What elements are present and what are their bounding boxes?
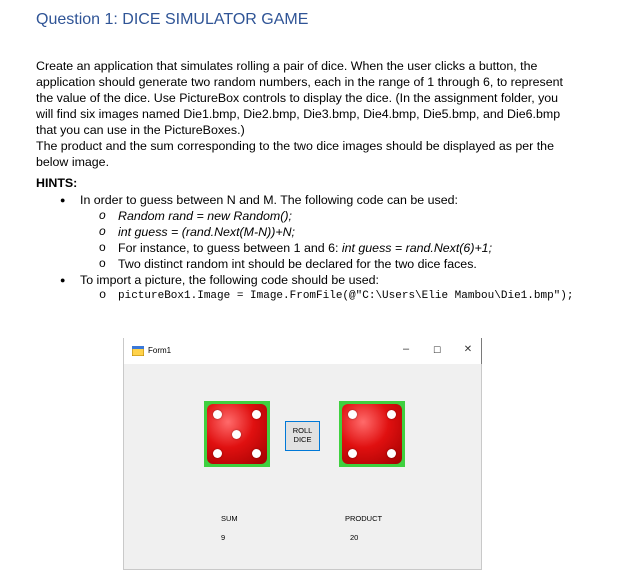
product-label: PRODUCT xyxy=(345,514,383,523)
paragraph-line: application should generate two random numbers, each in the range of 1 through 6, to represent xyxy=(36,75,563,89)
hint-item: ● To import a picture, the following code should be used: xyxy=(36,272,596,288)
hints-list xyxy=(36,192,596,304)
die-pip xyxy=(387,410,396,419)
maximize-button[interactable]: ☐ xyxy=(432,345,442,355)
paragraph-line: below image. xyxy=(36,155,110,169)
minimize-button[interactable]: – xyxy=(402,343,410,355)
hints-heading: HINTS: xyxy=(36,176,78,190)
description-paragraph xyxy=(36,58,582,170)
paragraph-line: the value of the dice. Use PictureBox controls to display the dice. (In the assignment folder, you xyxy=(36,91,559,105)
die-pip xyxy=(232,430,241,439)
die-pip xyxy=(252,449,261,458)
roll-dice-button[interactable]: ROLL DICE xyxy=(285,421,320,451)
hint-subitem xyxy=(36,240,596,256)
die-face xyxy=(342,404,402,464)
hint-code: int guess = rand.Next(6)+1; xyxy=(341,241,493,255)
hint-item: ● In order to guess between N and M. The following code can be used: xyxy=(36,192,596,208)
hint-subitem: o Random rand = new Random(); xyxy=(36,208,596,224)
die-pip xyxy=(213,410,222,419)
hint-code-line: o pictureBox1.Image = Image.FromFile(@"C:\Users\Elie Mambou\Die1.bmp"); xyxy=(36,288,596,304)
die-pip xyxy=(213,449,222,458)
form-titlebar xyxy=(124,338,481,364)
product-value: 20 xyxy=(350,533,359,542)
window-edge xyxy=(481,338,482,364)
hint-text: For instance, to guess between 1 and 6: xyxy=(118,241,342,255)
sum-label: SUM xyxy=(221,514,238,523)
close-button[interactable]: ✕ xyxy=(463,344,473,355)
die-face xyxy=(207,404,267,464)
hint-subitem: o Two distinct random int should be declared for the two dice faces. xyxy=(36,256,596,272)
form-title: Form1 xyxy=(148,346,172,355)
paragraph-line: will find six images named Die1.bmp, Die2.bmp, Die3.bmp, Die4.bmp, Die5.bmp, and Die6.bmp xyxy=(36,107,561,121)
form-window xyxy=(123,338,482,570)
right-die-picturebox xyxy=(339,401,405,467)
paragraph-line: that you can use in the PictureBoxes.) xyxy=(36,123,245,137)
hint-subitem: o int guess = (rand.Next(M-N))+N; xyxy=(36,224,596,240)
die-pip xyxy=(348,449,357,458)
left-die-picturebox xyxy=(204,401,270,467)
die-pip xyxy=(348,410,357,419)
die-pip xyxy=(252,410,261,419)
app-icon xyxy=(132,346,144,356)
page-title: Question 1: DICE SIMULATOR GAME xyxy=(36,11,309,28)
paragraph-line: The product and the sum corresponding to the two dice images should be displayed as per the xyxy=(36,139,554,153)
sum-value: 9 xyxy=(221,533,226,542)
die-pip xyxy=(387,449,396,458)
paragraph-line: Create an application that simulates rolling a pair of dice. When the user clicks a button, the xyxy=(36,59,538,73)
